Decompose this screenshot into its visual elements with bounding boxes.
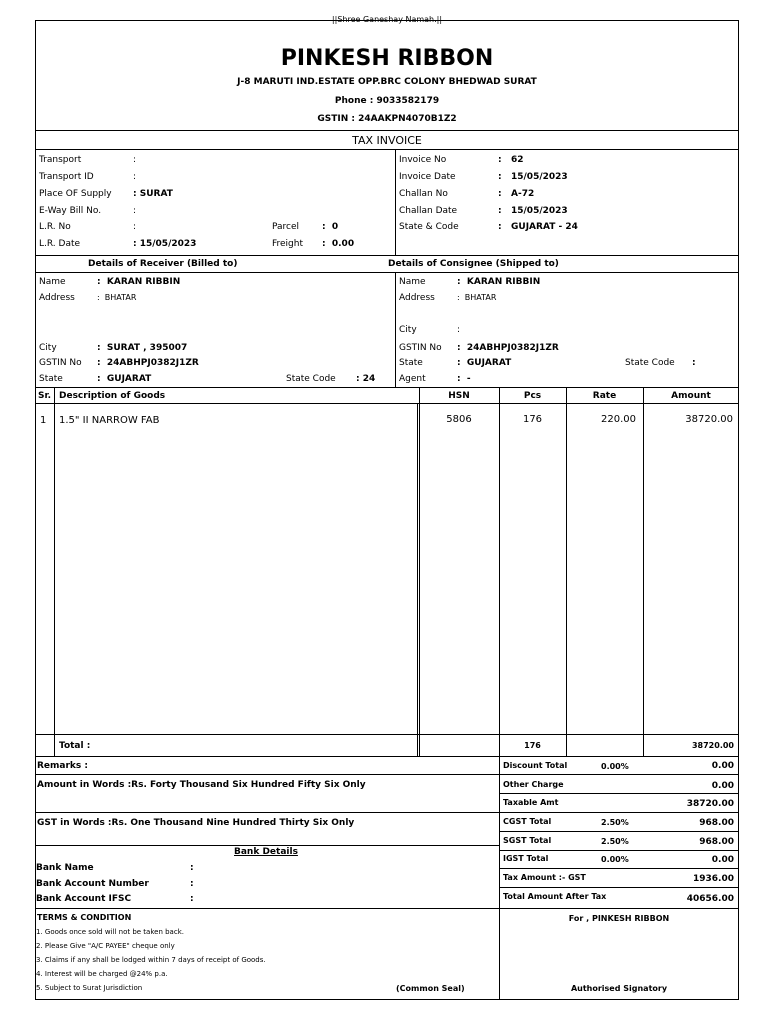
freight-label: Freight [272,239,304,249]
consignee-gstin-value: : 24ABHPJ0382J1ZR [457,343,559,353]
consignee-gstin-label: GSTIN No [399,343,442,353]
row-hsn: 5806 [446,414,472,425]
other-charge-label: Other Charge [503,780,564,789]
bank-ifsc-label: Bank Account IFSC [36,894,132,904]
challan-date-value: : 15/05/2023 [498,206,568,216]
parcel-value: : 0 [322,222,339,232]
cgst-value: 968.00 [699,818,734,828]
total-amount: 38720.00 [691,741,734,750]
receiver-name-label: Name [39,277,66,287]
place-of-supply-value: : SURAT [133,189,173,199]
after-tax-label: Total Amount After Tax [503,892,607,901]
row-sr: 1 [40,415,47,426]
bank-account-label: Bank Account Number [36,879,149,889]
receiver-address-label: Address [39,293,75,303]
term-item: 1. Goods once sold will not be taken back. [36,928,184,936]
lr-no-label: L.R. No [39,222,71,232]
taxable-value: 38720.00 [686,799,734,809]
row-rate: 220.00 [601,414,636,425]
receiver-name-value: : KARAN RIBBIN [97,277,181,287]
eway-bill-label: E-Way Bill No. [39,206,102,216]
consignee-state-code-label: State Code [625,358,675,368]
term-item: 2. Please Give "A/C PAYEE" cheque only [36,942,175,950]
receiver-state-code-value: : 24 [356,374,376,384]
place-of-supply-label: Place OF Supply [39,189,112,199]
invoice-date-label: Invoice Date [399,172,456,182]
lr-date-value: : 15/05/2023 [133,239,197,249]
lr-date-label: L.R. Date [39,239,81,249]
blessing: ||Shree Ganeshay Namah.|| [331,15,443,24]
colon: : [133,172,137,182]
invoice-date-value: : 15/05/2023 [498,172,568,182]
company-address: J-8 MARUTI IND.ESTATE OPP.BRC COLONY BHEDWAD SURAT [237,77,537,87]
row-amount: 38720.00 [685,414,733,425]
row-pcs: 176 [522,414,543,425]
after-tax-value: 40656.00 [686,894,734,904]
colon: : [190,879,194,889]
transport-label: Transport [39,155,82,165]
total-label: Total : [59,741,91,751]
transport-id-label: Transport ID [39,172,94,182]
consignee-address-label: Address [399,293,435,303]
bank-heading: Bank Details [234,847,298,857]
freight-value: : 0.00 [322,239,355,249]
gst-in-words: GST in Words :Rs. One Thousand Nine Hundred Thirty Six Only [37,818,355,828]
term-item: 3. Claims if any shall be lodged within 7 days of receipt of Goods. [36,956,266,964]
receiver-state-value: : GUJARAT [97,374,152,384]
invoice-no-value: : 62 [498,155,524,165]
sgst-label: SGST Total [503,836,552,845]
col-description: Description of Goods [59,391,166,401]
amount-in-words: Amount in Words :Rs. Forty Thousand Six Hundred Fifty Six Only [37,780,366,790]
consignee-heading: Details of Consignee (Shipped to) [388,259,559,269]
col-rate: Rate [592,391,617,401]
sgst-value: 968.00 [699,837,734,847]
receiver-state-label: State [39,374,63,384]
receiver-city-label: City [39,343,57,353]
invoice-no-label: Invoice No [399,155,447,165]
state-code-label: State & Code [399,222,459,232]
colon: : [133,222,137,232]
company-gstin: GSTIN : 24AAKPN4070B1Z2 [317,114,457,124]
consignee-agent-label: Agent [399,374,426,384]
terms-heading: TERMS & CONDITION [37,913,132,922]
colon: : [457,325,461,335]
sgst-pct: 2.50% [601,837,629,846]
receiver-address-value: : BHATAR [97,293,137,302]
doc-title: TAX INVOICE [352,134,422,147]
company-phone: Phone : 9033582179 [334,96,440,106]
consignee-city-label: City [399,325,417,335]
common-seal: (Common Seal) [396,984,465,993]
colon: : [190,894,194,904]
igst-label: IGST Total [503,854,549,863]
challan-no-label: Challan No [399,189,448,199]
consignee-address-value: : BHATAR [457,293,497,302]
col-amount: Amount [671,391,711,401]
consignee-state-label: State [399,358,423,368]
discount-value: 0.00 [711,761,734,771]
parcel-label: Parcel [272,222,300,232]
consignee-state-value: : GUJARAT [457,358,512,368]
sign-for: For , PINKESH RIBBON [568,914,670,923]
receiver-state-code-label: State Code [286,374,336,384]
authorised-signatory: Authorised Signatory [570,984,668,993]
colon: : [133,155,137,165]
colon: : [190,863,194,873]
receiver-city-value: : SURAT , 395007 [97,343,188,353]
col-pcs: Pcs [523,391,542,401]
cgst-pct: 2.50% [601,818,629,827]
row-description: 1.5" II NARROW FAB [59,415,160,426]
challan-date-label: Challan Date [399,206,458,216]
consignee-name-value: : KARAN RIBBIN [457,277,541,287]
consignee-name-label: Name [399,277,426,287]
bank-name-label: Bank Name [36,863,94,873]
colon: : [692,358,696,368]
col-sr: Sr. [38,391,52,401]
discount-pct: 0.00% [601,762,629,771]
invoice-frame [35,20,739,1000]
tax-amount-label: Tax Amount :- GST [503,873,586,882]
term-item: 4. Interest will be charged @24% p.a. [36,970,168,978]
challan-no-value: : A-72 [498,189,535,199]
term-item: 5. Subject to Surat Jurisdiction [36,984,143,992]
total-pcs: 176 [524,741,541,750]
receiver-gstin-value: : 24ABHPJ0382J1ZR [97,358,199,368]
remarks-label: Remarks : [37,761,88,771]
discount-label: Discount Total [503,761,568,770]
col-hsn: HSN [448,391,470,401]
company-name: PINKESH RIBBON [280,46,494,71]
igst-value: 0.00 [711,855,734,865]
taxable-label: Taxable Amt [503,798,559,807]
igst-pct: 0.00% [601,855,629,864]
state-code-value: : GUJARAT - 24 [498,222,578,232]
other-charge-value: 0.00 [711,781,734,791]
receiver-heading: Details of Receiver (Billed to) [88,259,238,269]
consignee-agent-value: : - [457,374,471,384]
receiver-gstin-label: GSTIN No [39,358,82,368]
tax-amount-value: 1936.00 [693,874,734,884]
colon: : [133,206,137,216]
cgst-label: CGST Total [503,817,552,826]
